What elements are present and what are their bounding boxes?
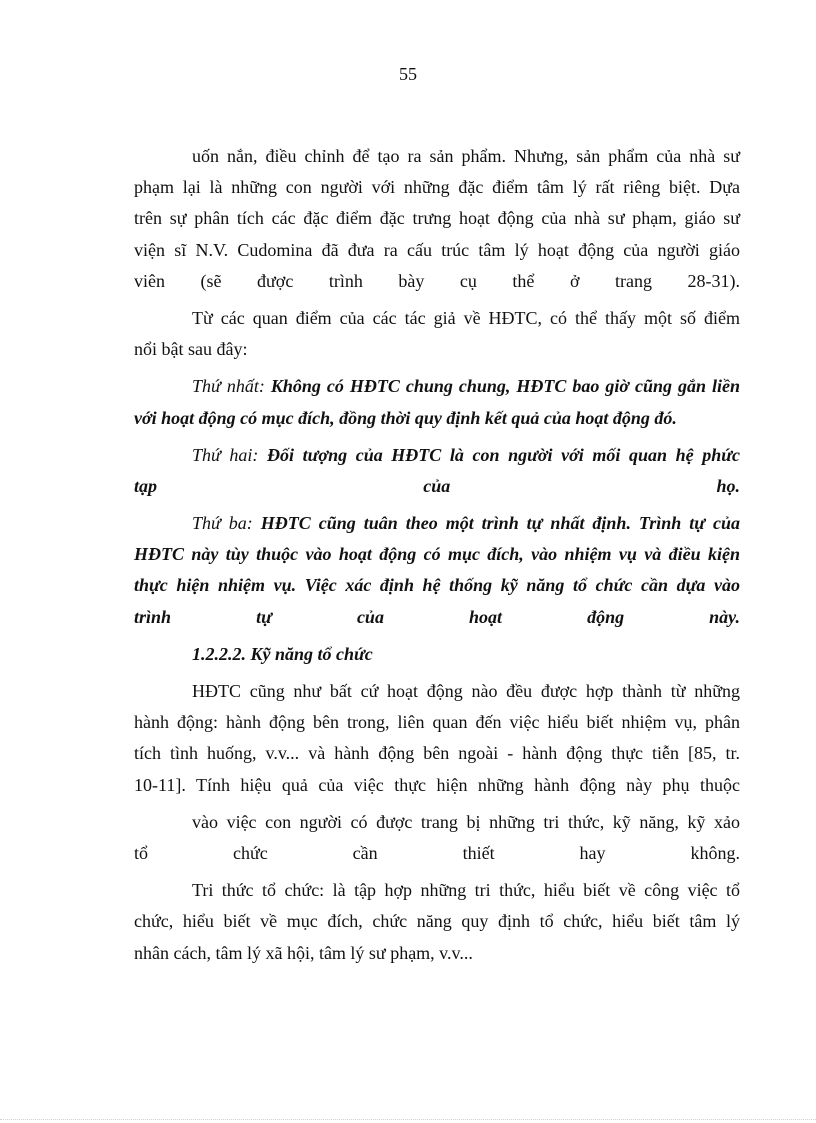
paragraph-3: [134, 676, 740, 801]
point-text: Không có HĐTC chung chung, HĐTC bao giờ cũng gắn liền: [270, 376, 741, 397]
paragraph-5: [134, 875, 740, 969]
paragraph-line: hành động: hành động bên trong, liên quan đến việc hiểu biết nhiệm vụ, phân: [134, 712, 740, 733]
paragraph-line: tổ chức cần thiết hay không.: [134, 842, 740, 863]
point-third: [134, 508, 740, 633]
paragraph-line: HĐTC cũng như bất cứ hoạt động nào đều được hợp thành từ những: [192, 681, 740, 701]
point-line: thực hiện nhiệm vụ. Việc xác định hệ thống kỹ năng tổ chức cần dựa vào: [134, 575, 740, 596]
paragraph-line: viên (sẽ được trình bày cụ thể ở trang 28-31).: [134, 270, 740, 291]
point-line: [134, 440, 740, 471]
point-line: với hoạt động có mục đích, đồng thời quy định kết quả của hoạt động đó.: [134, 407, 677, 428]
section-heading: 1.2.2.2. Kỹ năng tổ chức: [192, 643, 373, 664]
paragraph-line: Tri thức tổ chức: là tập hợp những tri thức, hiểu biết về công việc tổ: [192, 880, 740, 901]
paragraph-1: [134, 141, 740, 297]
point-second: [134, 440, 740, 502]
point-text: HĐTC cũng tuân theo một trình tự nhất định. Trình tự của: [260, 513, 740, 534]
point-label: Thứ nhất:: [192, 376, 265, 397]
point-label: Thứ ba:: [192, 513, 253, 534]
paragraph-4: [134, 807, 740, 869]
paragraph-line: phạm lại là những con người với những đặc điểm tâm lý rất riêng biệt. Dựa: [134, 177, 740, 198]
paragraph-line: trên sự phân tích các đặc điểm đặc trưng hoạt động của nhà sư phạm, giáo sư: [134, 208, 740, 229]
page-number: 55: [399, 64, 417, 84]
paragraph-line: 10-11]. Tính hiệu quả của việc thực hiện những hành động này phụ thuộc: [134, 774, 740, 795]
paragraph-line: tích tình huống, v.v... và hành động bên ngoài - hành động thực tiễn [85, tr.: [134, 743, 740, 764]
paragraph-line: vào việc con người có được trang bị những tri thức, kỹ năng, kỹ xảo: [192, 811, 740, 832]
point-line: HĐTC này tùy thuộc vào hoạt động có mục đích, vào nhiệm vụ và điều kiện: [134, 544, 740, 565]
point-line: tạp của họ.: [134, 475, 740, 496]
document-body: [134, 141, 740, 969]
point-label: Thứ hai:: [192, 444, 259, 465]
point-line: [134, 371, 740, 402]
paragraph-line: viện sĩ N.V. Cudomina đã đưa ra cấu trúc tâm lý hoạt động của người giáo: [134, 239, 740, 260]
point-line: [134, 508, 740, 539]
paragraph-line: nổi bật sau đây:: [134, 339, 248, 360]
point-first: [134, 371, 740, 433]
paragraph-line: nhân cách, tâm lý xã hội, tâm lý sư phạm, v.v...: [134, 942, 473, 963]
page-bottom-rule: [0, 1119, 816, 1120]
point-text: Đối tượng của HĐTC là con người với mối quan hệ phức: [267, 444, 741, 465]
paragraph-line: uốn nắn, điều chỉnh để tạo ra sản phẩm. Nhưng, sản phẩm của nhà sư: [192, 146, 740, 166]
point-line: trình tự của hoạt động này.: [134, 606, 740, 627]
paragraph-2: [134, 303, 740, 365]
paragraph-line: chức, hiểu biết về mục đích, chức năng quy định tổ chức, hiểu biết tâm lý: [134, 911, 740, 932]
paragraph-line: Từ các quan điểm của các tác giả về HĐTC, có thể thấy một số điểm: [192, 307, 740, 328]
